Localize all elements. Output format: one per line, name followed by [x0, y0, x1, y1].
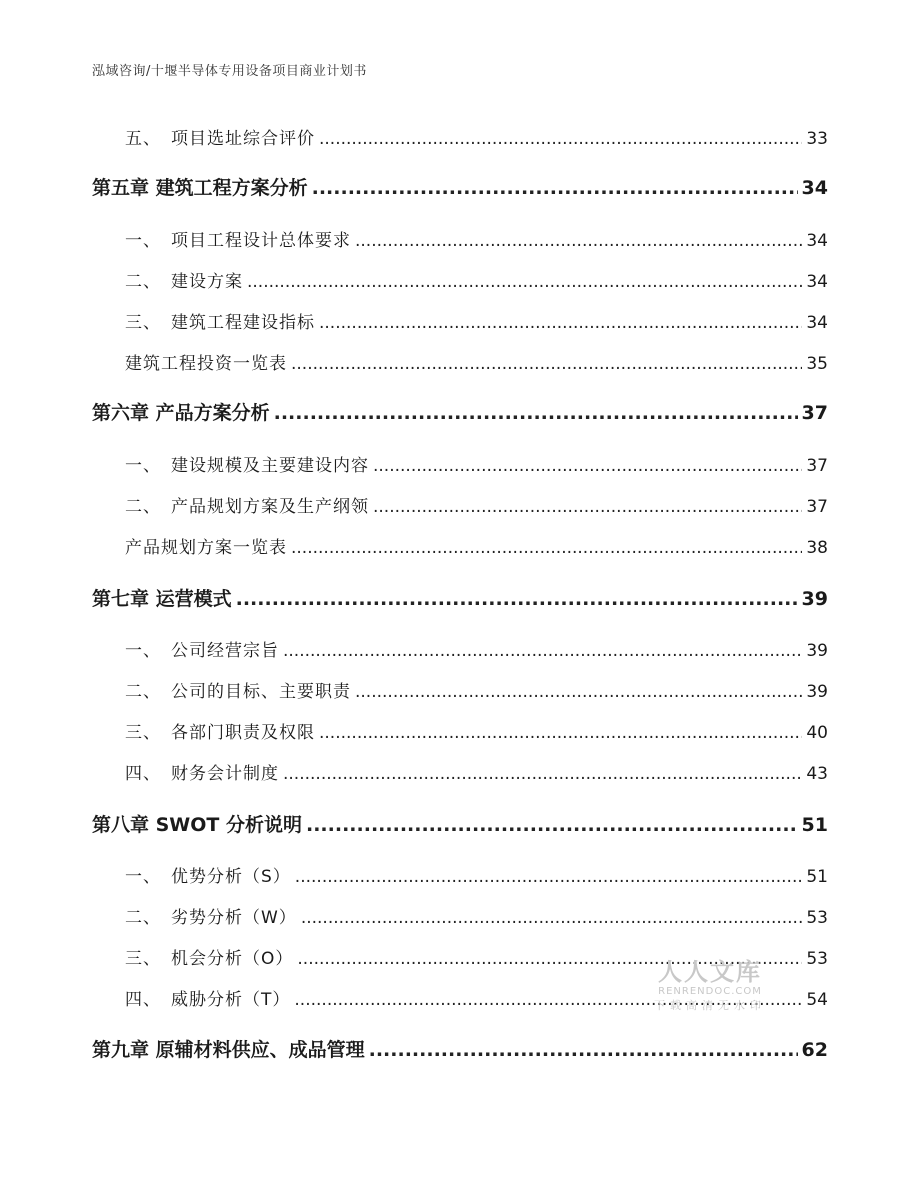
toc-section-title: 威胁分析（T）: [171, 990, 291, 1010]
toc-page-number: 35: [806, 354, 828, 374]
toc-section-number: 二、: [125, 682, 161, 702]
toc-page-number: 37: [801, 402, 828, 424]
toc-section-number: 一、: [125, 456, 161, 476]
toc-leader-dots: [369, 1039, 798, 1061]
toc-page-number: 34: [806, 272, 828, 292]
toc-section-title: 公司的目标、主要职责: [171, 682, 351, 702]
toc-page-number: 51: [801, 814, 828, 836]
toc-leader-dots: [373, 456, 802, 476]
toc-leader-dots: [319, 723, 802, 743]
toc-section-entry[interactable]: [125, 677, 828, 702]
toc-section-title: 各部门职责及权限: [171, 723, 315, 743]
toc-section-number: 二、: [125, 497, 161, 517]
toc-section-number: 三、: [125, 313, 161, 333]
toc-leader-dots: [283, 764, 802, 784]
toc-section-title: 公司经营宗旨: [171, 641, 279, 661]
toc-section-entry[interactable]: [125, 124, 828, 149]
toc-leader-dots: [291, 538, 802, 558]
toc-section-entry[interactable]: [125, 718, 828, 743]
toc-leader-dots: [291, 354, 802, 374]
toc-section-entry[interactable]: [125, 862, 828, 887]
toc-section-entry[interactable]: [125, 759, 828, 784]
toc-chapter-entry[interactable]: [92, 398, 828, 425]
toc-leader-dots: [295, 867, 803, 887]
toc-page-number: 37: [806, 456, 828, 476]
toc-section-entry[interactable]: [125, 267, 828, 292]
toc-leader-dots: [236, 588, 798, 610]
toc-leader-dots: [319, 313, 802, 333]
toc-table-title: 产品规划方案一览表: [125, 538, 287, 558]
toc-page-number: 37: [806, 497, 828, 517]
toc-chapter-title: 第七章 运营模式: [92, 588, 232, 610]
toc-chapter-entry[interactable]: [92, 1035, 828, 1062]
toc-page-number: 51: [806, 867, 828, 887]
watermark-logo: [645, 958, 775, 1014]
toc-table-entry[interactable]: [125, 349, 828, 374]
toc-section-number: 二、: [125, 272, 161, 292]
toc-section-title: 建筑工程建设指标: [171, 313, 315, 333]
toc-page-number: 38: [806, 538, 828, 558]
watermark-main-text: 人人文库: [658, 958, 762, 986]
toc-page-number: 53: [806, 949, 828, 969]
toc-page-number: 43: [806, 764, 828, 784]
toc-section-entry[interactable]: [125, 308, 828, 333]
toc-page-number: 34: [806, 313, 828, 333]
toc-leader-dots: [274, 402, 798, 424]
toc-section-title: 劣势分析（W）: [171, 908, 297, 928]
toc-table-title: 建筑工程投资一览表: [125, 354, 287, 374]
toc-section-title: 项目选址综合评价: [171, 129, 315, 149]
toc-section-entry[interactable]: [125, 903, 828, 928]
toc-page-number: 53: [806, 908, 828, 928]
toc-section-entry[interactable]: [125, 451, 828, 476]
toc-page-number: 39: [806, 641, 828, 661]
toc-section-number: 一、: [125, 641, 161, 661]
toc-section-number: 一、: [125, 231, 161, 251]
toc-leader-dots: [247, 272, 802, 292]
toc-section-entry[interactable]: [125, 636, 828, 661]
toc-leader-dots: [373, 497, 802, 517]
toc-section-number: 二、: [125, 908, 161, 928]
toc-section-title: 产品规划方案及生产纲领: [171, 497, 369, 517]
toc-leader-dots: [319, 129, 802, 149]
toc-section-title: 优势分析（S）: [171, 867, 291, 887]
toc-chapter-title: 第九章 原辅材料供应、成品管理: [92, 1039, 365, 1061]
toc-page-number: 39: [806, 682, 828, 702]
toc-page-number: 34: [801, 177, 828, 199]
toc-leader-dots: [283, 641, 802, 661]
toc-chapter-entry[interactable]: [92, 584, 828, 611]
watermark-site-text: RENRENDOC.COM: [658, 986, 762, 997]
toc-section-number: 五、: [125, 129, 161, 149]
toc-page-number: 40: [806, 723, 828, 743]
toc-leader-dots: [355, 231, 802, 251]
toc-section-entry[interactable]: [125, 226, 828, 251]
toc-page-number: 39: [801, 588, 828, 610]
toc-section-title: 机会分析（O）: [171, 949, 294, 969]
toc-chapter-title: 第八章 SWOT 分析说明: [92, 814, 302, 836]
toc-section-title: 项目工程设计总体要求: [171, 231, 351, 251]
toc-section-entry[interactable]: [125, 492, 828, 517]
toc-chapter-title: 第五章 建筑工程方案分析: [92, 177, 308, 199]
toc-section-title: 建设规模及主要建设内容: [171, 456, 369, 476]
toc-section-number: 四、: [125, 764, 161, 784]
toc-page-number: 34: [806, 231, 828, 251]
toc-section-title: 财务会计制度: [171, 764, 279, 784]
toc-leader-dots: [355, 682, 802, 702]
toc-section-number: 四、: [125, 990, 161, 1010]
toc-section-number: 一、: [125, 867, 161, 887]
toc-chapter-entry[interactable]: [92, 810, 828, 837]
toc-leader-dots: [306, 814, 798, 836]
toc-page-number: 33: [806, 129, 828, 149]
toc-section-number: 三、: [125, 949, 161, 969]
toc-table-entry[interactable]: [125, 533, 828, 558]
watermark-caption: 下载高清无水印: [654, 999, 766, 1012]
toc-leader-dots: [312, 177, 798, 199]
toc-chapter-title: 第六章 产品方案分析: [92, 402, 270, 424]
page-header: 泓域咨询/十堰半导体专用设备项目商业计划书: [92, 64, 367, 79]
toc-section-number: 三、: [125, 723, 161, 743]
toc-page-number: 62: [801, 1039, 828, 1061]
toc-section-title: 建设方案: [171, 272, 243, 292]
toc-page-number: 54: [806, 990, 828, 1010]
toc-chapter-entry[interactable]: [92, 173, 828, 200]
toc-leader-dots: [301, 908, 803, 928]
